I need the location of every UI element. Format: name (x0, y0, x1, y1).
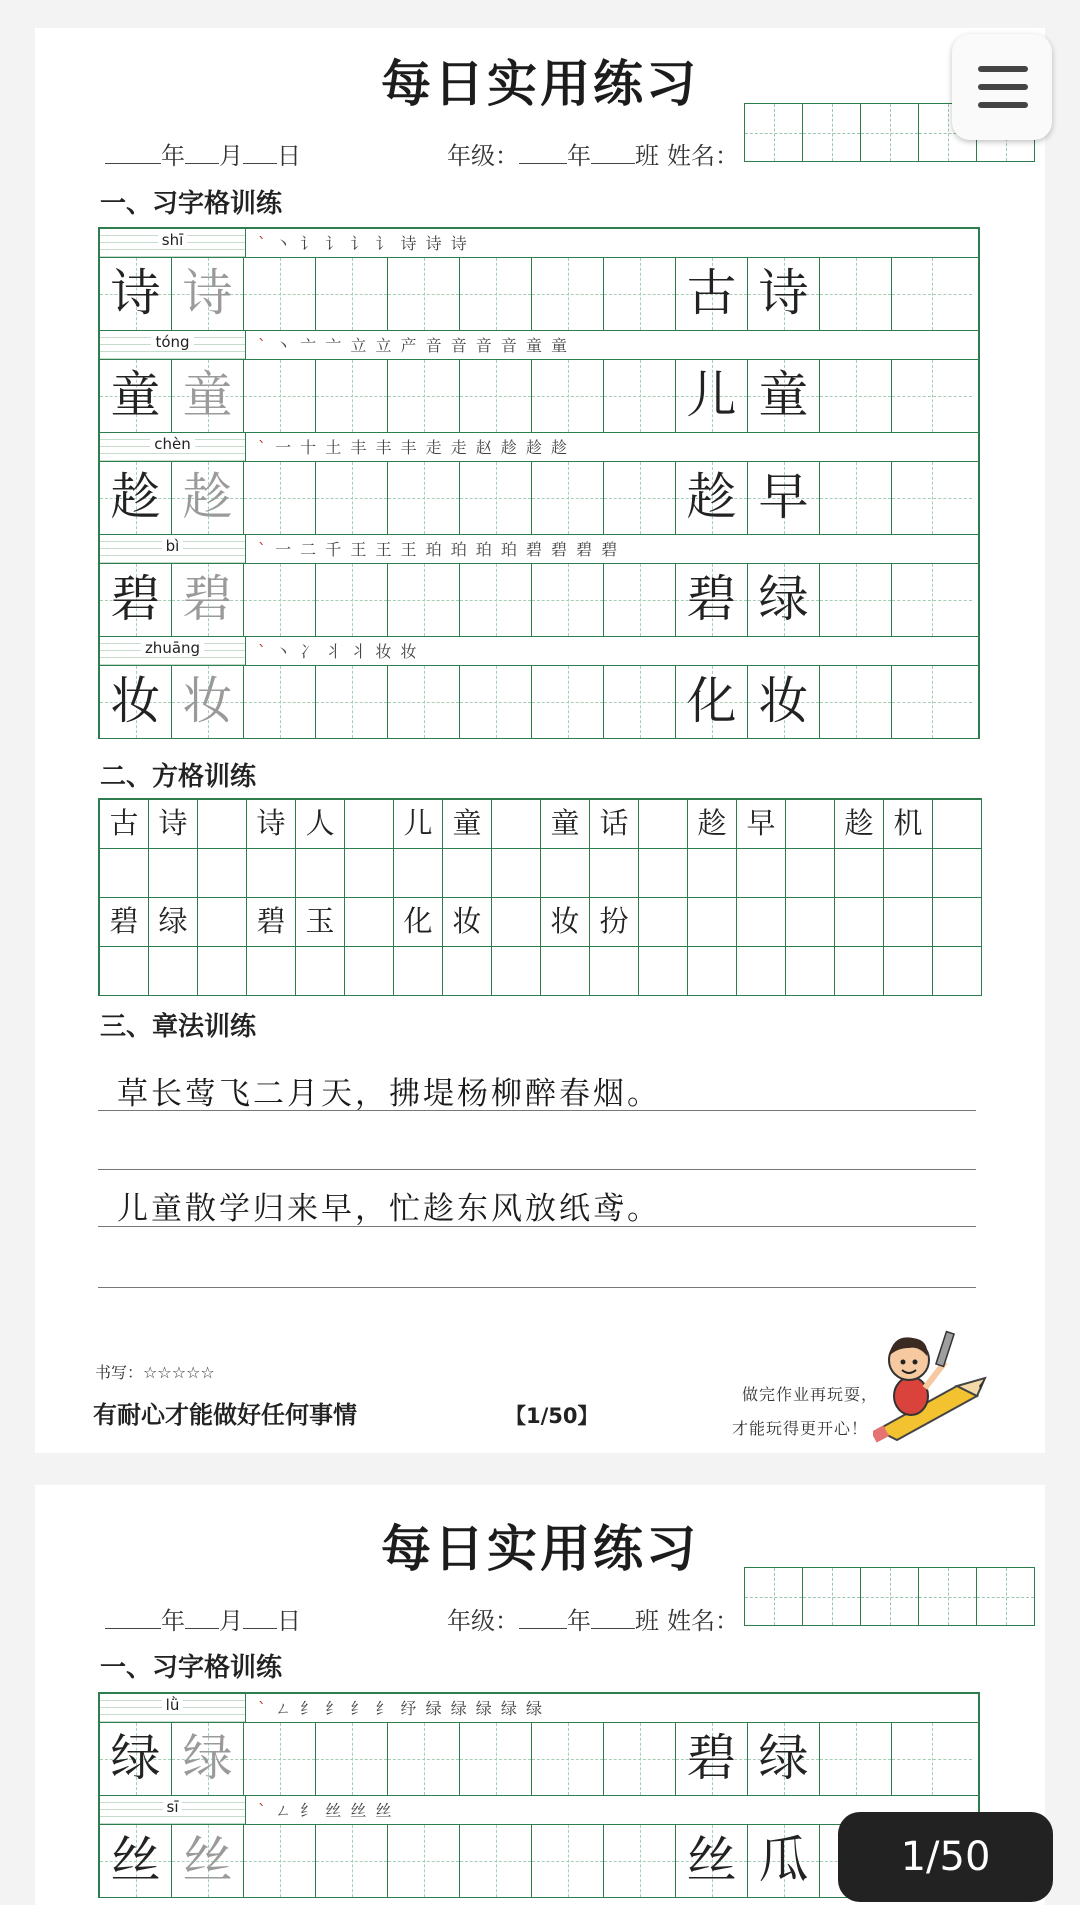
character-row (100, 1723, 978, 1796)
square-character: 话 (590, 800, 639, 849)
pinyin-row (100, 433, 978, 462)
worksheet-title: 每日实用练习 (381, 55, 699, 113)
writing-cell[interactable] (820, 258, 892, 330)
trace-character: 碧 (172, 564, 244, 636)
square-cell[interactable] (884, 849, 933, 898)
square-cell[interactable] (786, 947, 835, 996)
writing-cell[interactable] (244, 564, 316, 636)
square-character: 妆 (541, 898, 590, 947)
worksheet-title: 每日实用练习 (381, 1520, 699, 1578)
writing-cell[interactable] (820, 360, 892, 432)
pinyin-label: shī (100, 229, 246, 257)
character-row (100, 360, 978, 433)
writing-cell[interactable] (532, 564, 604, 636)
trace-character: 诗 (172, 258, 244, 330)
writing-cell[interactable] (316, 1723, 388, 1795)
month-blank[interactable] (185, 141, 219, 164)
writing-cell[interactable] (820, 564, 892, 636)
writing-cell[interactable] (532, 258, 604, 330)
model-character: 丝 (100, 1825, 172, 1897)
square-cell[interactable] (737, 898, 786, 947)
writing-cell[interactable] (244, 1825, 316, 1897)
word-character: 碧 (676, 564, 748, 636)
writing-line[interactable] (98, 1287, 976, 1288)
class-blank[interactable] (591, 1606, 635, 1629)
writing-cell[interactable] (244, 258, 316, 330)
word-character: 妆 (748, 666, 820, 738)
model-character: 碧 (100, 564, 172, 636)
class-blank[interactable] (591, 141, 635, 164)
writing-cell[interactable] (460, 258, 532, 330)
writing-cell[interactable] (388, 258, 460, 330)
square-cell[interactable] (345, 947, 394, 996)
writing-cell[interactable] (820, 666, 892, 738)
model-character: 绿 (100, 1723, 172, 1795)
square-cell[interactable] (100, 849, 149, 898)
pinyin-label: chèn (100, 433, 246, 461)
writing-cell[interactable] (388, 666, 460, 738)
square-cell[interactable] (149, 947, 198, 996)
square-cell[interactable] (884, 898, 933, 947)
writing-cell[interactable] (532, 1723, 604, 1795)
square-cell[interactable] (492, 898, 541, 947)
square-cell[interactable] (443, 947, 492, 996)
writing-cell[interactable] (244, 1723, 316, 1795)
writing-cell[interactable] (820, 1723, 892, 1795)
pinyin-row (100, 1694, 978, 1723)
writing-cell[interactable] (316, 462, 388, 534)
square-cell[interactable] (198, 947, 247, 996)
writing-cell[interactable] (316, 258, 388, 330)
square-cell[interactable] (639, 898, 688, 947)
poem-line-1: 草长莺飞二月天，拂堤杨柳醉春烟。 (117, 1076, 661, 1112)
stroke-order: ˋ 一 十 土 丰 丰 丰 走 走 赵 趁 趁 趁 (258, 438, 570, 457)
motto-text: 有耐心才能做好任何事情 (93, 1401, 357, 1429)
writing-cell[interactable] (604, 1825, 676, 1897)
square-character: 童 (443, 800, 492, 849)
square-cell[interactable] (639, 800, 688, 849)
square-cell[interactable] (590, 947, 639, 996)
writing-cell[interactable] (532, 666, 604, 738)
character-row (100, 258, 978, 331)
writing-cell[interactable] (388, 1825, 460, 1897)
writing-cell[interactable] (460, 1825, 532, 1897)
pinyin-label: bì (100, 535, 246, 563)
square-cell[interactable] (639, 849, 688, 898)
square-cell[interactable] (933, 800, 982, 849)
square-character: 童 (541, 800, 590, 849)
writing-cell[interactable] (388, 462, 460, 534)
stroke-order: ˋ 丶 亠 亠 立 立 产 音 音 音 音 童 童 (258, 336, 570, 355)
stroke-order: ˋ 丶 讠 讠 讠 讠 诗 诗 诗 (258, 234, 469, 253)
writing-cell[interactable] (244, 666, 316, 738)
square-cell[interactable] (149, 849, 198, 898)
word-character: 绿 (748, 1723, 820, 1795)
character-row (100, 462, 978, 535)
square-cell[interactable] (296, 849, 345, 898)
square-cell[interactable] (835, 898, 884, 947)
month-blank[interactable] (185, 1606, 219, 1629)
square-cell[interactable] (933, 947, 982, 996)
stroke-order: ˋ ㄥ 纟 纟 纟 纟 纾 绿 绿 绿 绿 绿 (258, 1699, 544, 1718)
writing-cell[interactable] (316, 1825, 388, 1897)
square-character: 趁 (835, 800, 884, 849)
square-cell[interactable] (247, 849, 296, 898)
square-character: 妆 (443, 898, 492, 947)
square-cell[interactable] (198, 849, 247, 898)
square-cell[interactable] (933, 849, 982, 898)
year-blank[interactable] (105, 1606, 161, 1629)
square-cell[interactable] (492, 800, 541, 849)
writing-cell[interactable] (892, 258, 972, 330)
writing-cell[interactable] (604, 564, 676, 636)
writing-cell[interactable] (532, 1825, 604, 1897)
word-character: 化 (676, 666, 748, 738)
word-character: 早 (748, 462, 820, 534)
section-3-heading: 三、章法训练 (100, 1012, 257, 1042)
word-character: 童 (748, 360, 820, 432)
word-character: 丝 (676, 1825, 748, 1897)
model-character: 诗 (100, 258, 172, 330)
square-character: 化 (394, 898, 443, 947)
trace-character: 趁 (172, 462, 244, 534)
square-cell[interactable] (492, 849, 541, 898)
model-character: 趁 (100, 462, 172, 534)
grade-class-fields: 年级： 年 班 姓名： (447, 1607, 739, 1635)
square-cell[interactable] (737, 849, 786, 898)
writing-cell[interactable] (892, 564, 972, 636)
writing-line[interactable] (98, 1169, 976, 1170)
pinyin-row (100, 229, 978, 258)
square-cell[interactable] (786, 898, 835, 947)
writing-cell[interactable] (604, 666, 676, 738)
grade-class-fields: 年级： 年 班 姓名： (447, 142, 739, 170)
square-character: 早 (737, 800, 786, 849)
square-character: 趁 (688, 800, 737, 849)
pinyin-label: sī (100, 1796, 246, 1824)
square-cell[interactable] (345, 800, 394, 849)
square-cell[interactable] (247, 947, 296, 996)
writing-cell[interactable] (316, 666, 388, 738)
pinyin-label: tóng (100, 331, 246, 359)
writing-cell[interactable] (316, 360, 388, 432)
writing-cell[interactable] (388, 1723, 460, 1795)
word-character: 古 (676, 258, 748, 330)
boy-on-pencil-illustration (873, 1326, 991, 1444)
square-character: 人 (296, 800, 345, 849)
character-row (100, 666, 978, 739)
grade-blank[interactable] (519, 1606, 567, 1629)
square-character: 碧 (100, 898, 149, 947)
writing-cell[interactable] (820, 462, 892, 534)
day-blank[interactable] (243, 1606, 277, 1629)
section-2-heading: 二、方格训练 (100, 762, 257, 792)
model-character: 妆 (100, 666, 172, 738)
square-cell[interactable] (835, 947, 884, 996)
square-character: 玉 (296, 898, 345, 947)
square-cell[interactable] (394, 849, 443, 898)
square-character: 绿 (149, 898, 198, 947)
word-character: 绿 (748, 564, 820, 636)
section-1-heading: 一、习字格训练 (100, 189, 283, 219)
writing-cell[interactable] (604, 1723, 676, 1795)
word-character: 儿 (676, 360, 748, 432)
poem-line-2: 儿童散学归来早，忙趁东风放纸鸢。 (117, 1191, 661, 1227)
word-character: 诗 (748, 258, 820, 330)
writing-cell[interactable] (244, 360, 316, 432)
grade-blank[interactable] (519, 141, 567, 164)
square-cell[interactable] (198, 800, 247, 849)
square-cell[interactable] (394, 947, 443, 996)
writing-line[interactable] (98, 1110, 976, 1111)
square-cell[interactable] (786, 849, 835, 898)
stroke-order: ˋ 丶 冫 丬 丬 妆 妆 (258, 642, 419, 661)
square-character: 儿 (394, 800, 443, 849)
square-cell[interactable] (688, 898, 737, 947)
page-indicator[interactable]: 1/50 (838, 1812, 1053, 1902)
square-cell[interactable] (688, 947, 737, 996)
writing-line[interactable] (98, 1226, 976, 1227)
stroke-order: ˋ 一 二 千 王 王 王 珀 珀 珀 珀 碧 碧 碧 碧 (258, 540, 620, 559)
writing-rating: 书写：☆☆☆☆☆ (95, 1363, 215, 1382)
square-character: 碧 (247, 898, 296, 947)
square-practice-grid (98, 798, 982, 996)
writing-cell[interactable] (892, 360, 972, 432)
writing-cell[interactable] (604, 258, 676, 330)
writing-cell[interactable] (532, 462, 604, 534)
square-cell[interactable] (296, 947, 345, 996)
writing-cell[interactable] (892, 1723, 972, 1795)
writing-cell[interactable] (892, 666, 972, 738)
writing-cell[interactable] (460, 1723, 532, 1795)
square-cell[interactable] (639, 947, 688, 996)
year-blank[interactable] (105, 141, 161, 164)
trace-character: 绿 (172, 1723, 244, 1795)
pinyin-label: lǜ (100, 1694, 246, 1722)
square-cell[interactable] (884, 947, 933, 996)
square-character: 诗 (149, 800, 198, 849)
square-cell[interactable] (345, 849, 394, 898)
hamburger-icon (978, 66, 1028, 72)
square-cell[interactable] (933, 898, 982, 947)
square-cell[interactable] (492, 947, 541, 996)
pinyin-row (100, 535, 978, 564)
section-1-heading: 一、习字格训练 (100, 1653, 283, 1683)
character-practice-grid (98, 227, 980, 739)
writing-cell[interactable] (892, 462, 972, 534)
square-cell[interactable] (835, 849, 884, 898)
character-row (100, 564, 978, 637)
square-cell[interactable] (100, 947, 149, 996)
pinyin-row (100, 331, 978, 360)
word-character: 瓜 (748, 1825, 820, 1897)
day-blank[interactable] (243, 141, 277, 164)
pinyin-row (100, 637, 978, 666)
trace-character: 丝 (172, 1825, 244, 1897)
writing-cell[interactable] (604, 462, 676, 534)
writing-cell[interactable] (604, 360, 676, 432)
promo-text (732, 1378, 878, 1446)
trace-character: 童 (172, 360, 244, 432)
square-character: 古 (100, 800, 149, 849)
writing-cell[interactable] (460, 564, 532, 636)
square-cell[interactable] (198, 898, 247, 947)
promo-line-1: 做完作业再玩耍， (742, 1385, 879, 1404)
model-character: 童 (100, 360, 172, 432)
menu-button[interactable] (952, 34, 1052, 140)
square-cell[interactable] (590, 849, 639, 898)
square-character: 机 (884, 800, 933, 849)
writing-cell[interactable] (460, 666, 532, 738)
trace-character: 妆 (172, 666, 244, 738)
writing-cell[interactable] (388, 564, 460, 636)
square-character: 诗 (247, 800, 296, 849)
square-cell[interactable] (786, 800, 835, 849)
word-character: 碧 (676, 1723, 748, 1795)
worksheet-page-1 (35, 28, 1045, 1453)
square-cell[interactable] (541, 849, 590, 898)
writing-cell[interactable] (532, 360, 604, 432)
square-cell[interactable] (345, 898, 394, 947)
square-cell[interactable] (443, 849, 492, 898)
stroke-order: ˋ ㄥ 纟 丝 丝 丝 (258, 1801, 394, 1820)
writing-cell[interactable] (460, 360, 532, 432)
writing-cell[interactable] (460, 462, 532, 534)
writing-cell[interactable] (316, 564, 388, 636)
date-fields: 年 月 日 (105, 1601, 301, 1636)
square-cell[interactable] (737, 947, 786, 996)
square-cell[interactable] (541, 947, 590, 996)
date-fields: 年 月 日 (105, 136, 301, 171)
square-character: 扮 (590, 898, 639, 947)
writing-cell[interactable] (388, 360, 460, 432)
word-character: 趁 (676, 462, 748, 534)
name-boxes[interactable] (744, 1567, 1035, 1626)
square-cell[interactable] (688, 849, 737, 898)
writing-cell[interactable] (244, 462, 316, 534)
pinyin-label: zhuāng (100, 637, 246, 665)
page-number: 【1/50】 (505, 1404, 599, 1428)
promo-line-2: 才能玩得更开心！ (732, 1419, 869, 1438)
